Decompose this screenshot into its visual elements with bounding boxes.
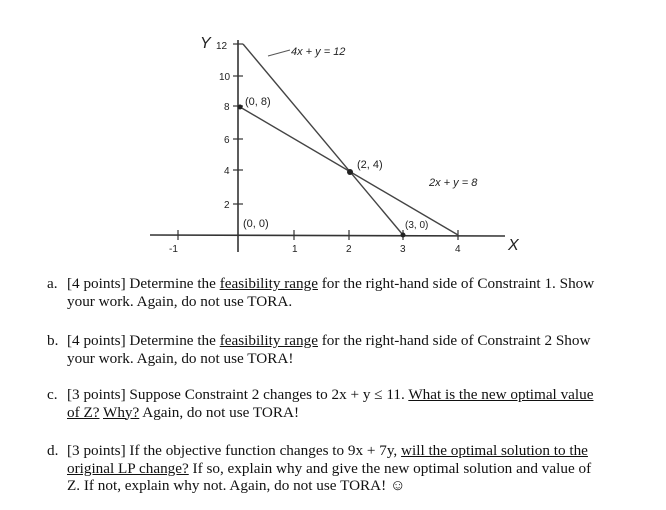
x-axis xyxy=(150,235,505,236)
y-tick-6 xyxy=(224,135,243,146)
y-tick-label-12: 12 xyxy=(216,41,228,52)
question-a xyxy=(47,275,607,310)
feasibility-range-term: feasibility range xyxy=(219,275,318,292)
x-axis-label: X xyxy=(508,237,519,254)
x-tick-1 xyxy=(292,230,298,255)
question-b-text: [4 points] Determine the feasibility range for the right-hand side of Constraint 2 Show your work. Again, do not use TORA! xyxy=(67,332,591,367)
y-tick-label-8: 8 xyxy=(224,102,230,113)
x-tick-neg1 xyxy=(169,230,178,255)
question-d-text: [3 points] If the objective function changes to 9x + 7y, will the optimal solution to the original LP change? If so, explain why and give the new optimal solution and value of Z. If not, explain why not. Again, do not use TORA! ☺ xyxy=(67,442,592,494)
corner-label-0-0: (0, 0) xyxy=(243,218,269,230)
y-tick-label-10: 10 xyxy=(219,72,231,83)
x-tick-label-3: 3 xyxy=(400,244,406,255)
why-question: Why? xyxy=(103,403,140,421)
corner-label-0-8: (0, 8) xyxy=(245,96,271,108)
constraint-1-label: 4x + y = 12 xyxy=(291,46,346,58)
x-tick-label-neg1: -1 xyxy=(169,244,178,255)
question-d xyxy=(47,442,607,495)
y-tick-4 xyxy=(224,166,243,177)
question-b xyxy=(47,332,607,367)
question-c xyxy=(47,386,607,421)
corner-point-3-0 xyxy=(401,233,406,238)
question-d-letter: d. xyxy=(47,442,59,459)
y-tick-label-6: 6 xyxy=(224,135,230,146)
x-tick-label-4: 4 xyxy=(455,244,461,255)
question-c-text: [3 points] Suppose Constraint 2 changes to 2x + y ≤ 11. What is the new optimal value of Z? Why? Again, do not use TORA! xyxy=(67,386,594,421)
corner-point-0-8 xyxy=(238,105,243,110)
y-tick-10 xyxy=(219,72,243,83)
question-b-letter: b. xyxy=(47,332,59,349)
corner-label-3-0: (3, 0) xyxy=(405,220,429,231)
corner-point-2-4 xyxy=(347,169,353,175)
optimal-solution-change-question: will the optimal solution to the original LP change? xyxy=(67,442,588,477)
constraint-1-line xyxy=(243,44,403,235)
feasibility-range-term: feasibility range xyxy=(219,332,318,349)
x-tick-label-2: 2 xyxy=(346,244,352,255)
question-c-letter: c. xyxy=(47,386,58,403)
y-tick-2 xyxy=(224,200,243,211)
question-a-letter: a. xyxy=(47,275,58,292)
y-tick-label-4: 4 xyxy=(224,166,230,177)
y-axis-label: Y xyxy=(200,35,211,52)
corner-label-2-4: (2, 4) xyxy=(357,159,383,171)
constraint-2-label: 2x + y = 8 xyxy=(429,177,478,189)
y-tick-label-2: 2 xyxy=(224,200,230,211)
x-tick-label-1: 1 xyxy=(292,244,298,255)
x-tick-2 xyxy=(346,230,352,255)
question-a-text: [4 points] Determine the feasibility range for the right-hand side of Constraint 1. Show your work. Again, do not use TORA. xyxy=(67,275,595,310)
constraint-1-label-leader xyxy=(268,50,290,56)
y-tick-12 xyxy=(216,41,243,52)
new-optimal-value-question: What is the new optimal value of Z? xyxy=(67,386,594,421)
